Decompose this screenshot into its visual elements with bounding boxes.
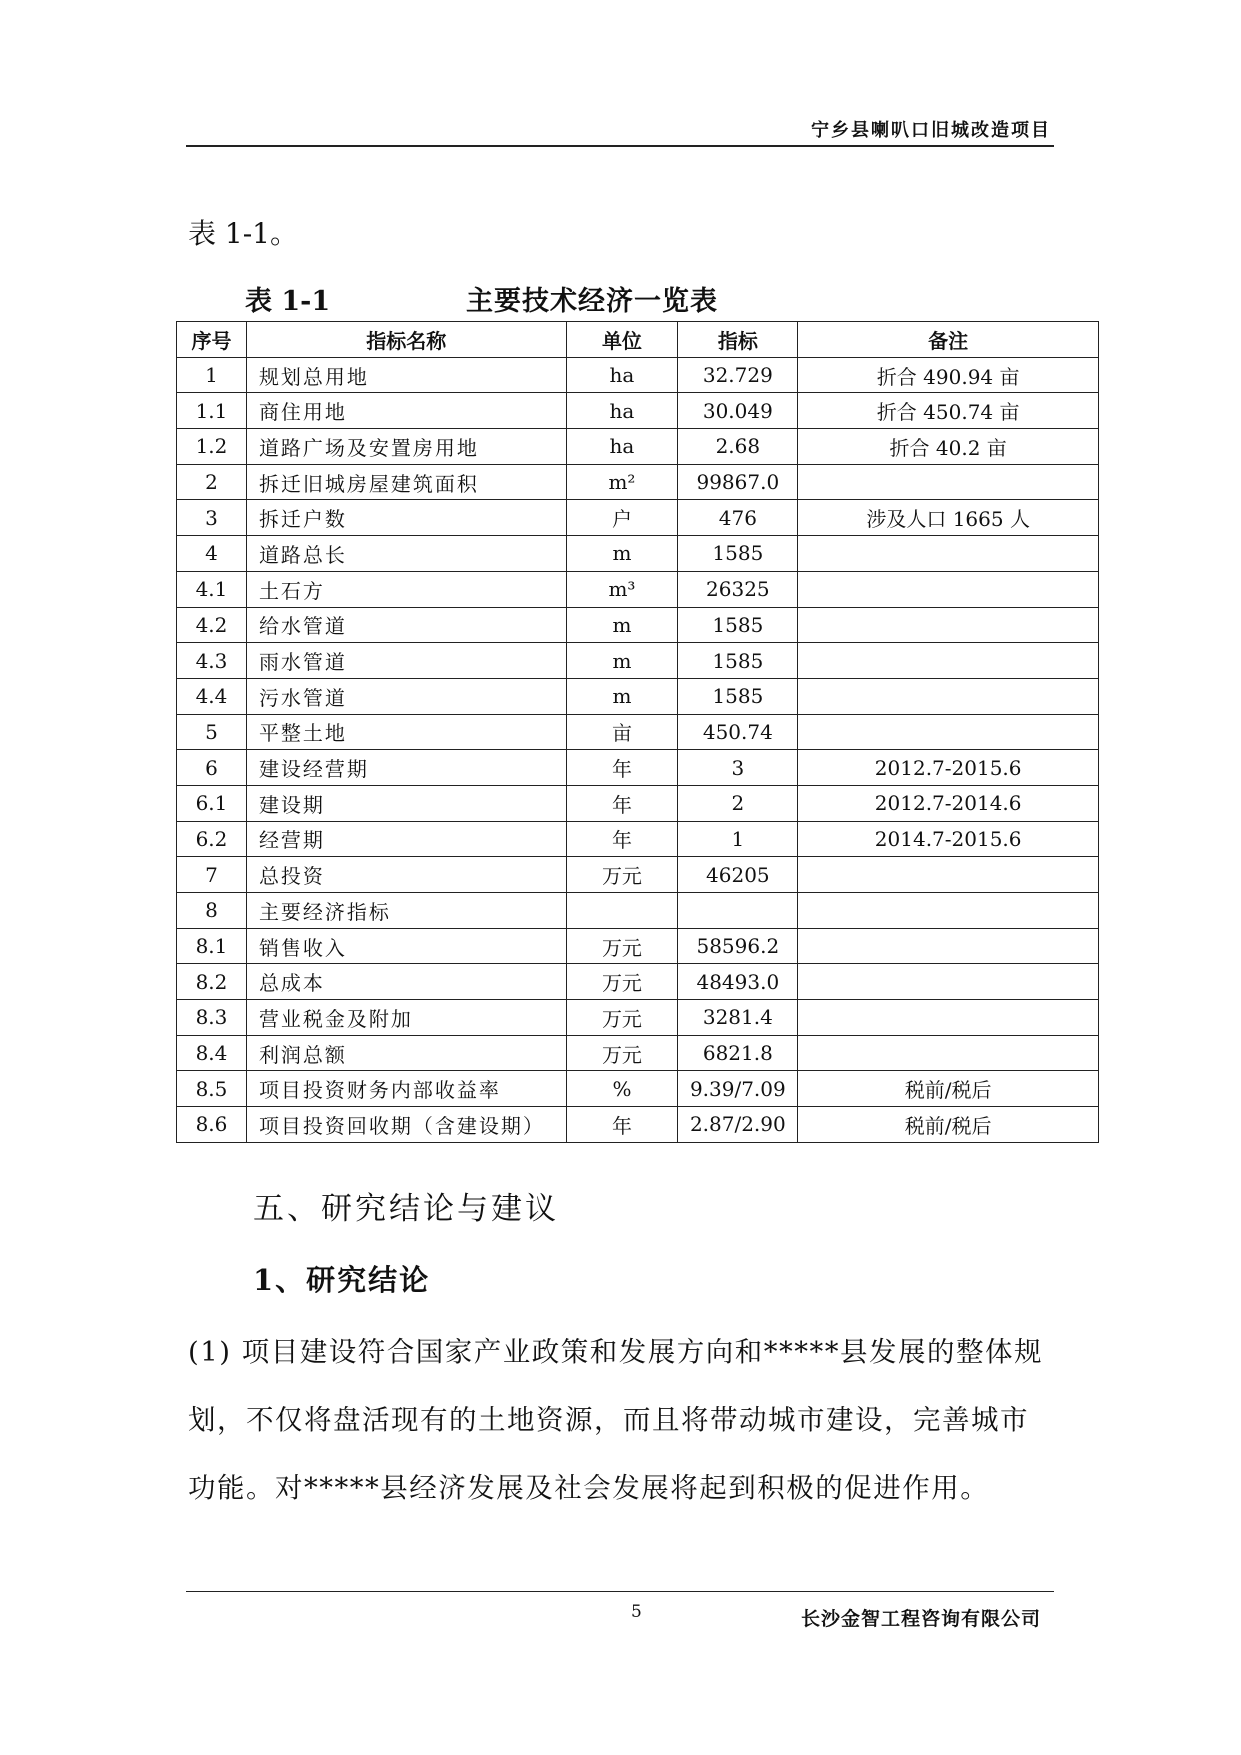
cell-note <box>798 857 1099 893</box>
table-row <box>177 393 1099 429</box>
table-caption-title: 主要技术经济一览表 <box>466 286 718 317</box>
cell-number: 8 <box>177 893 247 929</box>
lead-text: 表 1-1。 <box>188 217 298 250</box>
table-row <box>177 607 1099 643</box>
cell-number: 6.2 <box>177 821 247 857</box>
cell-note <box>798 607 1099 643</box>
cell-value: 48493.0 <box>678 964 798 1000</box>
table-header-row <box>177 322 1099 358</box>
cell-value: 1585 <box>678 536 798 572</box>
column-header-unit: 单位 <box>566 322 678 358</box>
cell-indicator-name: 销售收入 <box>246 928 566 964</box>
cell-number: 1 <box>177 357 247 393</box>
cell-unit: 年 <box>566 821 678 857</box>
cell-indicator-name: 给水管道 <box>246 607 566 643</box>
table-row <box>177 678 1099 714</box>
table-row <box>177 643 1099 679</box>
cell-unit: m <box>566 536 678 572</box>
cell-value: 2 <box>678 785 798 821</box>
cell-unit: 万元 <box>566 964 678 1000</box>
table-caption-number: 表 1-1 <box>245 286 331 317</box>
cell-indicator-name: 建设期 <box>246 785 566 821</box>
cell-unit: m² <box>566 464 678 500</box>
cell-value: 9.39/7.09 <box>678 1071 798 1107</box>
cell-indicator-name: 拆迁旧城房屋建筑面积 <box>246 464 566 500</box>
table-row <box>177 821 1099 857</box>
cell-note <box>798 464 1099 500</box>
table-row <box>177 785 1099 821</box>
column-header-note: 备注 <box>798 322 1099 358</box>
cell-number: 4.2 <box>177 607 247 643</box>
cell-value: 1585 <box>678 678 798 714</box>
cell-note: 税前/税后 <box>798 1107 1099 1143</box>
cell-value: 1 <box>678 821 798 857</box>
cell-number: 8.3 <box>177 1000 247 1036</box>
column-header-value: 指标 <box>678 322 798 358</box>
cell-unit: m <box>566 643 678 679</box>
cell-note <box>798 643 1099 679</box>
cell-unit: ha <box>566 357 678 393</box>
cell-number: 3 <box>177 500 247 536</box>
cell-number: 8.6 <box>177 1107 247 1143</box>
cell-unit: 万元 <box>566 1000 678 1036</box>
cell-number: 7 <box>177 857 247 893</box>
cell-indicator-name: 商住用地 <box>246 393 566 429</box>
cell-number: 2 <box>177 464 247 500</box>
cell-value: 32.729 <box>678 357 798 393</box>
table-row <box>177 464 1099 500</box>
table-row <box>177 1000 1099 1036</box>
table-row <box>177 500 1099 536</box>
cell-note: 折合 450.74 亩 <box>798 393 1099 429</box>
cell-unit: 年 <box>566 750 678 786</box>
table-row <box>177 1071 1099 1107</box>
cell-value: 46205 <box>678 857 798 893</box>
cell-number: 4.3 <box>177 643 247 679</box>
table-row <box>177 714 1099 750</box>
cell-indicator-name: 总投资 <box>246 857 566 893</box>
cell-unit: m <box>566 678 678 714</box>
cell-number: 4.4 <box>177 678 247 714</box>
header-project-title: 宁乡县喇叭口旧城改造项目 <box>811 120 1051 141</box>
cell-unit: 年 <box>566 785 678 821</box>
cell-unit: 年 <box>566 1107 678 1143</box>
cell-value: 99867.0 <box>678 464 798 500</box>
cell-indicator-name: 道路广场及安置房用地 <box>246 429 566 465</box>
cell-value: 6821.8 <box>678 1035 798 1071</box>
cell-unit: ha <box>566 429 678 465</box>
cell-indicator-name: 道路总长 <box>246 536 566 572</box>
cell-indicator-name: 营业税金及附加 <box>246 1000 566 1036</box>
cell-note <box>798 893 1099 929</box>
table-row <box>177 571 1099 607</box>
table-row <box>177 964 1099 1000</box>
cell-note: 2012.7-2014.6 <box>798 785 1099 821</box>
cell-unit: 户 <box>566 500 678 536</box>
column-header-indicator-name: 指标名称 <box>246 322 566 358</box>
table-row <box>177 429 1099 465</box>
cell-note: 2014.7-2015.6 <box>798 821 1099 857</box>
cell-indicator-name: 项目投资回收期（含建设期） <box>246 1107 566 1143</box>
cell-note <box>798 964 1099 1000</box>
table-row <box>177 857 1099 893</box>
cell-value: 450.74 <box>678 714 798 750</box>
cell-note <box>798 1000 1099 1036</box>
table-row <box>177 893 1099 929</box>
cell-value: 1585 <box>678 607 798 643</box>
cell-value: 1585 <box>678 643 798 679</box>
cell-value: 476 <box>678 500 798 536</box>
subsection-heading: 1、研究结论 <box>253 1263 431 1297</box>
cell-value: 2.68 <box>678 429 798 465</box>
cell-note <box>798 1035 1099 1071</box>
table-row <box>177 928 1099 964</box>
cell-unit <box>566 893 678 929</box>
cell-indicator-name: 平整土地 <box>246 714 566 750</box>
cell-value: 3 <box>678 750 798 786</box>
cell-unit: 亩 <box>566 714 678 750</box>
cell-number: 1.1 <box>177 393 247 429</box>
cell-indicator-name: 拆迁户数 <box>246 500 566 536</box>
column-header-number: 序号 <box>177 322 247 358</box>
footer-company-name: 长沙金智工程咨询有限公司 <box>800 1608 1041 1630</box>
cell-unit: 万元 <box>566 928 678 964</box>
cell-number: 8.2 <box>177 964 247 1000</box>
cell-unit: m <box>566 607 678 643</box>
cell-indicator-name: 雨水管道 <box>246 643 566 679</box>
cell-number: 4.1 <box>177 571 247 607</box>
cell-value: 3281.4 <box>678 1000 798 1036</box>
cell-indicator-name: 主要经济指标 <box>246 893 566 929</box>
cell-value: 58596.2 <box>678 928 798 964</box>
cell-note: 2012.7-2015.6 <box>798 750 1099 786</box>
cell-indicator-name: 项目投资财务内部收益率 <box>246 1071 566 1107</box>
header-divider <box>186 145 1054 147</box>
table-row <box>177 1107 1099 1143</box>
cell-number: 6 <box>177 750 247 786</box>
cell-indicator-name: 污水管道 <box>246 678 566 714</box>
section-heading: 五、研究结论与建议 <box>253 1191 559 1227</box>
cell-number: 1.2 <box>177 429 247 465</box>
cell-note <box>798 536 1099 572</box>
table-body <box>177 357 1099 1142</box>
cell-note <box>798 714 1099 750</box>
cell-value <box>678 893 798 929</box>
cell-note: 折合 490.94 亩 <box>798 357 1099 393</box>
economic-indicators-table <box>176 321 1099 1143</box>
cell-value: 26325 <box>678 571 798 607</box>
table-row <box>177 357 1099 393</box>
cell-note: 折合 40.2 亩 <box>798 429 1099 465</box>
table-row <box>177 750 1099 786</box>
cell-unit: % <box>566 1071 678 1107</box>
cell-note: 涉及人口 1665 人 <box>798 500 1099 536</box>
cell-note <box>798 571 1099 607</box>
cell-number: 4 <box>177 536 247 572</box>
cell-number: 8.1 <box>177 928 247 964</box>
cell-note <box>798 928 1099 964</box>
cell-unit: 万元 <box>566 857 678 893</box>
table-row <box>177 1035 1099 1071</box>
cell-indicator-name: 规划总用地 <box>246 357 566 393</box>
conclusion-paragraph: (1) 项目建设符合国家产业政策和发展方向和*****县发展的整体规划，不仅将盘活现有的土地资源，而且将带动城市建设，完善城市功能。对*****县经济发展及社会发展将起到积极的促进作用。 <box>188 1336 1043 1504</box>
cell-unit: m³ <box>566 571 678 607</box>
cell-value: 2.87/2.90 <box>678 1107 798 1143</box>
cell-number: 8.5 <box>177 1071 247 1107</box>
cell-unit: 万元 <box>566 1035 678 1071</box>
cell-number: 8.4 <box>177 1035 247 1071</box>
cell-indicator-name: 利润总额 <box>246 1035 566 1071</box>
cell-indicator-name: 土石方 <box>246 571 566 607</box>
cell-note <box>798 678 1099 714</box>
cell-value: 30.049 <box>678 393 798 429</box>
footer-divider <box>186 1591 1054 1592</box>
cell-indicator-name: 总成本 <box>246 964 566 1000</box>
cell-number: 6.1 <box>177 785 247 821</box>
cell-indicator-name: 建设经营期 <box>246 750 566 786</box>
cell-note: 税前/税后 <box>798 1071 1099 1107</box>
cell-indicator-name: 经营期 <box>246 821 566 857</box>
cell-number: 5 <box>177 714 247 750</box>
table-row <box>177 536 1099 572</box>
cell-unit: ha <box>566 393 678 429</box>
page-number: 5 <box>631 1602 642 1622</box>
